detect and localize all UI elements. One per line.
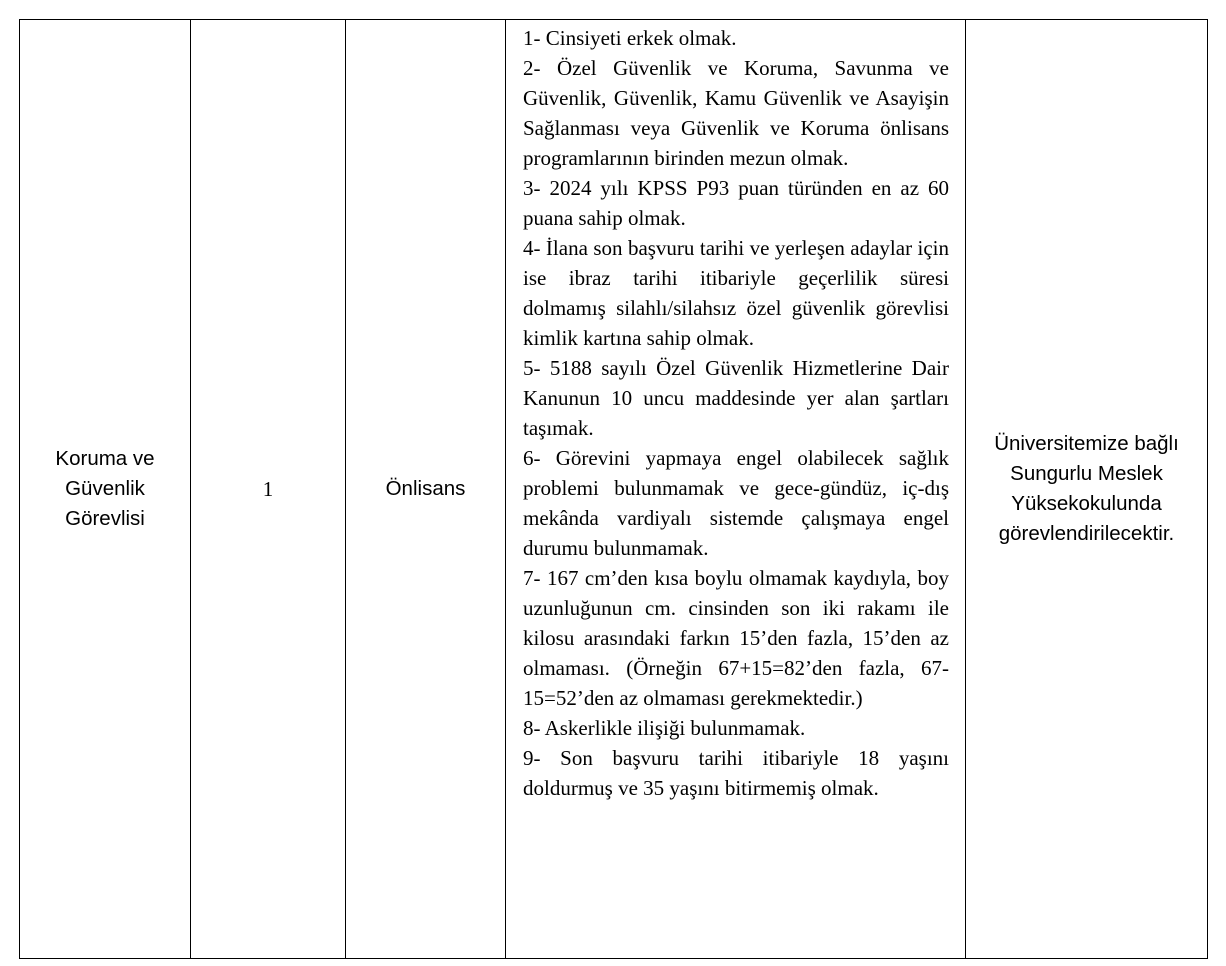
count-cell [191,20,346,959]
requirement-item-3: 3- 2024 yılı KPSS P93 puan türünden en az 60 puana sahip olmak. [523,176,949,230]
requirement-item-9: 9- Son başvuru tarihi itibariyle 18 yaşını doldurmuş ve 35 yaşını bitirmemiş olmak. [523,746,949,800]
requirement-item-2: 2- Özel Güvenlik ve Koruma, Savunma ve Güvenlik, Güvenlik, Kamu Güvenlik ve Asayişin Sağlanması veya Güvenlik ve Koruma önlisans programlarının birinden mezun olmak. [523,56,949,170]
requirement-item-5: 5- 5188 sayılı Özel Güvenlik Hizmetlerine Dair Kanunun 10 uncu maddesinde yer alan şartları taşımak. [523,356,949,440]
requirement-item-8: 8- Askerlikle ilişiği bulunmamak. [523,716,806,740]
requirement-item-7: 7- 167 cm’den kısa boylu olmamak kaydıyla, boy uzunluğunun cm. cinsinden son iki rakamı ile kilosu arasındaki farkın 15’den fazla, 15’den az olmaması. (Örneğin 67+15=82’den fazla, 67-15=52’den az olmaması gerekmektedir.) [523,566,949,710]
requirement-item-1: 1- Cinsiyeti erkek olmak. [523,26,737,50]
position-title: Koruma ve Güvenlik Görevlisi [55,447,155,530]
position-cell [20,20,191,959]
requirement-item-4: 4- İlana son başvuru tarihi ve yerleşen adaylar için ise ibraz tarihi itibariyle geçerlilik süresi dolmamış silahlı/silahsız özel güvenlik görevlisi kimlik kartına sahip olmak. [523,236,949,350]
job-posting-table [19,19,1208,959]
requirements-cell [506,20,966,959]
education-level: Önlisans [385,477,466,500]
education-cell [346,20,506,959]
assignment-cell [966,20,1208,959]
table-row [20,20,1208,959]
requirement-item-6: 6- Görevini yapmaya engel olabilecek sağlık problemi bulunmamak ve gece-gündüz, iç-dış mekânda vardiyalı sistemde çalışmaya engel durumu bulunmamak. [523,446,949,560]
assignment-note: Üniversitemize bağlı Sungurlu Meslek Yüksekokulunda görevlendirilecektir. [994,432,1179,545]
position-count: 1 [262,477,274,501]
